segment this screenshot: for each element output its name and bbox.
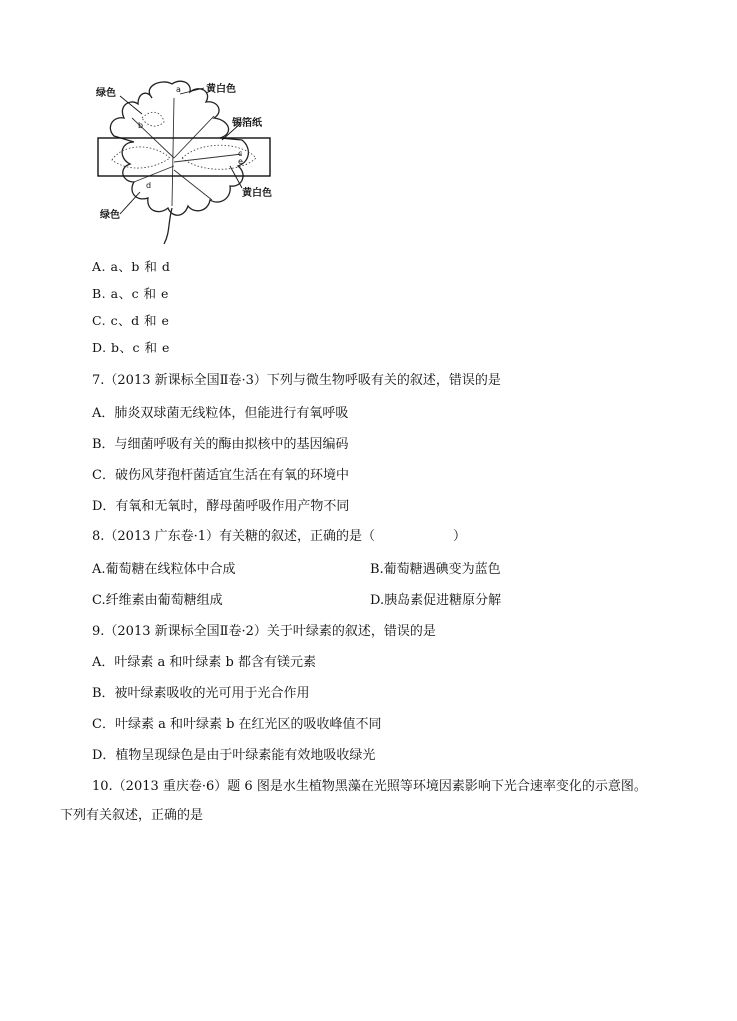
q8-option-b: B.葡萄糖遇碘变为蓝色 bbox=[370, 562, 501, 577]
q7-stem: 7.（2013 新课标全国Ⅱ卷·3）下列与微生物呼吸有关的叙述，错误的是 bbox=[92, 373, 501, 388]
point-c: c bbox=[238, 149, 243, 158]
point-e: e bbox=[238, 157, 243, 166]
q10-stem-line2: 下列有关叙述，正确的是 bbox=[60, 808, 204, 823]
q6-option-d: D. b、c 和 e bbox=[92, 340, 170, 355]
point-b: b bbox=[138, 121, 144, 130]
label-yellow-white-bottom: 黄白色 bbox=[242, 188, 272, 199]
q8-option-a: A.葡萄糖在线粒体中合成 bbox=[92, 562, 236, 577]
q9-option-c: C．叶绿素 a 和叶绿素 b 在红光区的吸收峰值不同 bbox=[92, 717, 382, 732]
point-d: d bbox=[146, 181, 152, 190]
q8-option-c: C.纤维素由葡萄糖组成 bbox=[92, 593, 223, 608]
label-green-top: 绿色 bbox=[96, 88, 116, 99]
dotted-region-top bbox=[142, 112, 164, 126]
q8-stem: 8.（2013 广东卷·1）有关糖的叙述，正确的是（ ） bbox=[92, 529, 467, 544]
q6-option-c: C. c、d 和 e bbox=[92, 313, 170, 328]
dotted-region-right bbox=[182, 145, 256, 169]
foil-strip bbox=[98, 138, 270, 176]
point-a: a bbox=[176, 85, 181, 94]
leaf-stem bbox=[164, 208, 172, 244]
label-green-bottom: 绿色 bbox=[100, 210, 120, 221]
q10-stem-line1: 10.（2013 重庆卷·6）题 6 图是水生植物黑藻在光照等环境因素影响下光合速率变化的示意图。 bbox=[92, 779, 647, 794]
q7-option-a: A．肺炎双球菌无线粒体，但能进行有氧呼吸 bbox=[92, 406, 349, 421]
q8-option-d: D.胰岛素促进糖原分解 bbox=[370, 593, 502, 608]
q7-option-d: D．有氧和无氧时，酵母菌呼吸作用产物不同 bbox=[92, 499, 350, 514]
q9-option-b: B．被叶绿素吸收的光可用于光合作用 bbox=[92, 686, 310, 701]
label-foil: 锡箔纸 bbox=[232, 118, 262, 129]
q7-option-b: B．与细菌呼吸有关的酶由拟核中的基因编码 bbox=[92, 437, 349, 452]
q9-option-d: D．植物呈现绿色是由于叶绿素能有效地吸收绿光 bbox=[92, 748, 376, 763]
q9-option-a: A．叶绿素 a 和叶绿素 b 都含有镁元素 bbox=[92, 655, 316, 670]
q6-option-b: B. a、c 和 e bbox=[92, 286, 169, 301]
q7-option-c: C．破伤风芽孢杆菌适宜生活在有氧的环境中 bbox=[92, 468, 349, 483]
leaf-outline bbox=[110, 81, 248, 215]
label-yellow-white-top: 黄白色 bbox=[206, 84, 236, 95]
q6-option-a: A. a、b 和 d bbox=[92, 259, 171, 274]
dotted-region-left bbox=[112, 147, 170, 168]
leaf-figure bbox=[92, 78, 282, 248]
q9-stem: 9.（2013 新课标全国Ⅱ卷·2）关于叶绿素的叙述，错误的是 bbox=[92, 624, 436, 639]
